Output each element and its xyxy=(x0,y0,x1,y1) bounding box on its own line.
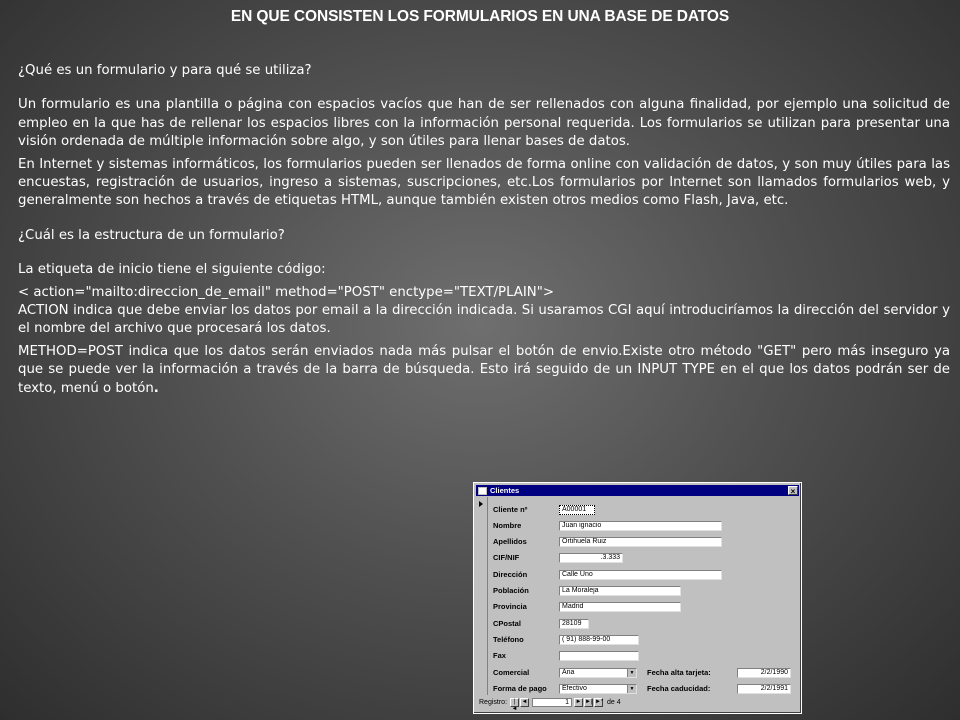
new-record-button[interactable]: ►* xyxy=(595,698,604,705)
apellidos-field[interactable]: Ortihuela Ruiz xyxy=(559,537,722,547)
forma-pago-value: Efectivo xyxy=(562,684,587,692)
slide-title: EN QUE CONSISTEN LOS FORMULARIOS EN UNA BASE DE DATOS xyxy=(230,8,730,25)
current-record-input[interactable]: 1 xyxy=(532,698,572,707)
form-title-bar xyxy=(476,485,799,496)
row-poblacion xyxy=(493,585,681,596)
cpostal-field[interactable]: 28109 xyxy=(559,619,589,629)
chevron-down-icon[interactable]: ▼ xyxy=(627,669,636,677)
row-apellidos xyxy=(493,536,722,547)
poblacion-field[interactable]: La Moraleja xyxy=(559,586,681,596)
cliente-label: Cliente nº xyxy=(493,505,528,514)
record-count: de 4 xyxy=(607,698,621,706)
provincia-field[interactable]: Madrid xyxy=(559,602,681,612)
question-structure: ¿Cuál es la estructura de un formulario? xyxy=(18,227,285,243)
cliente-field[interactable]: A00001 xyxy=(559,505,595,515)
telefono-label: Teléfono xyxy=(493,635,524,644)
paragraph-definition: Un formulario es una plantilla o página con espacios vacíos que han de ser rellenados con alguna finalidad, por ejemplo una solicitud de empleo en la que has de rellenar los espacios libres con la información personal requerida. Los formularios se utilizan para presentar una visión ordenada de múltiple información sobre algo, y son útiles para llenar bases de datos. xyxy=(18,97,950,150)
paragraph-start-tag: La etiqueta de inicio tiene el siguiente código: xyxy=(18,262,326,278)
row-fax xyxy=(493,650,639,661)
paragraph-method xyxy=(18,343,950,398)
record-pointer-icon xyxy=(479,501,483,507)
record-selector[interactable] xyxy=(477,497,488,695)
comercial-label: Comercial xyxy=(493,668,530,677)
row-direccion xyxy=(493,569,722,580)
method-text: METHOD=POST indica que los datos serán enviados nada más pulsar el botón de envio.Existe otro método "GET" pero más inseguro ya que se puede ver la información a través de la barra de búsqueda. Esto irá seguido de un INPUT TYPE en el que los datos podrán ser de texto, menú o botón xyxy=(18,343,950,396)
nombre-field[interactable]: Juan ignacio xyxy=(559,521,722,531)
fax-field[interactable] xyxy=(559,651,639,661)
record-label: Registro: xyxy=(479,698,508,706)
first-record-button[interactable]: |◄ xyxy=(511,698,518,712)
record-navigation xyxy=(477,696,798,712)
nombre-label: Nombre xyxy=(493,521,522,530)
paragraph-internet-forms: En Internet y sistemas informáticos, los formularios pueden ser llenados de forma online con validación de datos, y son muy útiles para las encuestas, registración de usuarios, ingreso a sistemas, suscripciones, etc.Los formularios por Internet son llamados formularios web, y generalmente son hechos a través de etiquetas HTML, aunque también existen otros medios como Flash, Java, etc. xyxy=(18,156,950,209)
apellidos-label: Apellidos xyxy=(493,537,527,546)
row-cif xyxy=(493,552,623,563)
row-nombre xyxy=(493,520,722,531)
provincia-label: Provincia xyxy=(493,602,527,611)
row-provincia xyxy=(493,601,681,612)
prev-record-button[interactable]: ◄ xyxy=(521,698,528,705)
cif-field[interactable]: .3.333 xyxy=(559,553,623,563)
fecha-caducidad-label: Fecha caducidad: xyxy=(647,684,711,693)
chevron-down-icon[interactable]: ▼ xyxy=(627,685,636,693)
row-comercial xyxy=(493,667,637,678)
form-icon xyxy=(478,487,487,495)
form-title: Clientes xyxy=(490,486,520,495)
paragraph-action: ACTION indica que debe enviar los datos por email a la dirección indicada. Si usaramos CGI aquí introduciríamos la dirección del servidor y el nombre del archivo que procesará los datos. xyxy=(18,303,950,337)
direccion-field[interactable]: Calle Uno xyxy=(559,570,722,580)
slide-content xyxy=(18,62,950,398)
question-what-is-form: ¿Qué es un formulario y para qué se utiliza? xyxy=(18,63,312,78)
row-cliente xyxy=(493,504,595,515)
fecha-caducidad-field[interactable]: 2/2/1991 xyxy=(737,684,791,694)
telefono-field[interactable]: ( 91) 888-99-00 xyxy=(559,635,639,645)
row-cpostal xyxy=(493,618,589,629)
row-telefono xyxy=(493,634,639,645)
next-record-button[interactable]: ► xyxy=(575,698,582,705)
form-body xyxy=(489,497,797,695)
code-sample: < action="mailto:direccion_de_email" method="POST" enctype="TEXT/PLAIN"> xyxy=(18,284,555,300)
row-forma-pago xyxy=(493,683,637,694)
method-period: . xyxy=(153,380,159,396)
fecha-alta-label: Fecha alta tarjeta: xyxy=(647,668,711,677)
forma-pago-label: Forma de pago xyxy=(493,684,547,693)
clientes-form-window xyxy=(473,482,802,714)
cpostal-label: CPostal xyxy=(493,619,521,628)
close-icon[interactable]: × xyxy=(788,486,798,495)
forma-pago-select[interactable] xyxy=(559,684,637,694)
direccion-label: Dirección xyxy=(493,570,528,579)
comercial-value: Ana xyxy=(562,668,575,676)
fax-label: Fax xyxy=(493,651,506,660)
last-record-button[interactable]: ►| xyxy=(585,698,593,705)
poblacion-label: Población xyxy=(493,586,529,595)
fecha-alta-field[interactable]: 2/2/1990 xyxy=(737,668,791,678)
cif-label: CIF/NIF xyxy=(493,553,520,562)
comercial-select[interactable] xyxy=(559,668,637,678)
